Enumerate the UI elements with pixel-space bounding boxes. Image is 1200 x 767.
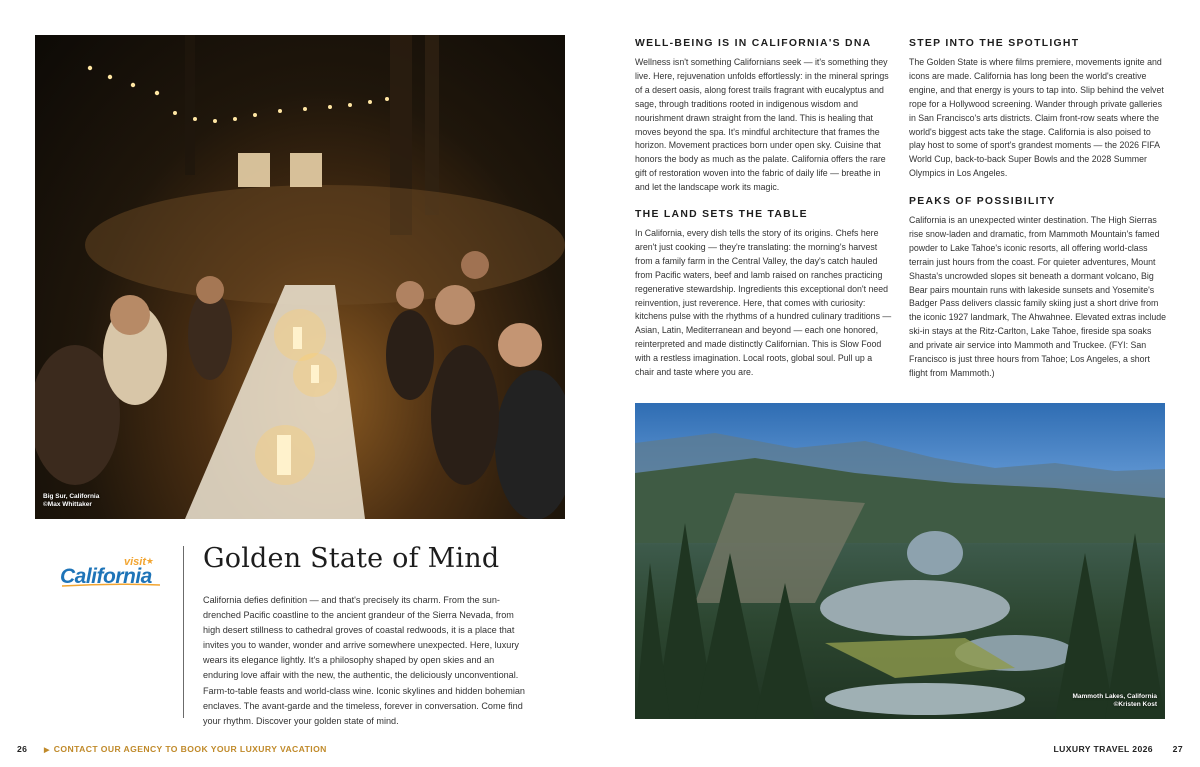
page-number-left: 26 — [17, 744, 28, 754]
contact-agency-text: CONTACT OUR AGENCY TO BOOK YOUR LUXURY VACATION — [53, 744, 327, 754]
section-spotlight — [909, 38, 1167, 181]
section-body: Wellness isn't something Californians seek — it's something they live. Here, rejuvenation unfolds effortlessly: in the mineral springs of a desert oasis, along forest trails fragrant with eucalyptus and sage, through traditions rooted in indigenous wisdom and nourishment drawn straight from the land. This is healing that moves beyond the spa. It's mindful architecture that frames the horizon. Movement practices born under open sky. Cuisine that honors the body as much as the palate. California offers the rare gift of restoration woven into the fabric of daily life — breathe in and let the landscape work its magic. — [635, 57, 889, 193]
visit-california-logo — [58, 556, 160, 588]
section-body: California is an unexpected winter destination. The High Sierras rise snow-laden and dramatic, from Mammoth Mountain's famed powder to Lake Tahoe's iconic resorts, all offering world-class terrain just hours from the coast. For quieter adventures, Mount Shasta's uncrowded slopes sit beneath a dormant volcano, Big Bear pairs mountain runs with lakeside sunsets and Yosemite's Badger Pass delivers classic family skiing just a short drive from the iconic 1927 landmark, The Ahwahnee. Elevated extras include ski-in stays at the Ritz-Carlton, Lake Tahoe, fireside spa soaks and private air service into Mammoth and Truckee. (FYI: San Francisco is just three hours from Tahoe; Los Angeles, a short flight from Mammoth.) — [909, 215, 1167, 378]
section-body: In California, every dish tells the story of its origins. Chefs here aren't just cooking — they're translating: the morning's harvest from a family farm in the Central Valley, the day's catch hauled from Pacific waters, beef and lamb raised on ranches practicing regenerative stewardship. Ingredients this exceptional don't need reinvention, just reverence. Here, that comes with curiosity: kitchens pulse with the rhythms of a hundred culinary traditions — Asian, Latin, Mediterranean and beyond — each one honored, reinterpreted and made distinctly Californian. This is Slow Food with a restless imagination. Local roots, global soul. Pull up a chair and taste where you are. — [635, 228, 892, 378]
photo-credit — [1072, 693, 1157, 709]
section-heading: STEP INTO THE SPOTLIGHT — [909, 38, 1080, 49]
section-peaks — [909, 196, 1167, 381]
divider-rule — [183, 546, 184, 718]
logo-wordmark: California — [60, 565, 152, 588]
page-number-right: 27 — [1172, 744, 1183, 754]
lakes-scene — [635, 403, 1165, 719]
feature-headline: Golden State of Mind — [203, 543, 500, 574]
section-heading: PEAKS OF POSSIBILITY — [909, 196, 1056, 207]
section-heading: WELL-BEING IS IN CALIFORNIA'S DNA — [635, 38, 872, 49]
photo-mammoth-lakes — [635, 403, 1165, 719]
section-land-table — [635, 209, 893, 380]
logo-visit-text: visit — [123, 556, 146, 568]
contact-agency-link[interactable] — [44, 744, 327, 754]
section-wellbeing — [635, 38, 893, 195]
photo-credit-photographer: ©Kristen Kost — [1113, 701, 1157, 708]
dinner-scene — [35, 35, 565, 519]
section-body: The Golden State is where films premiere, movements ignite and icons are made. California has long been the world's creative engine, and that energy is yours to tap into. Slip behind the velvet rope for a Hollywood screening. Wander through private galleries in San Francisco's arts districts. Claim front-row seats where the world's biggest acts take the stage. California is also poised to play host to some of sport's grandest moments — the 2026 FIFA World Cup, back-to-back Super Bowls and the 2028 Summer Olympics in Los Angeles. — [909, 57, 1164, 179]
photo-credit-location: Mammoth Lakes, California — [1072, 693, 1157, 700]
swoosh-icon — [62, 583, 160, 587]
star-icon: ★ — [145, 556, 154, 566]
photo-big-sur-dinner — [35, 35, 565, 519]
photo-credit-photographer: ©Max Whittaker — [43, 501, 92, 508]
photo-credit — [43, 493, 99, 509]
photo-credit-location: Big Sur, California — [43, 493, 100, 500]
magazine-title: LUXURY TRAVEL 2026 — [1053, 744, 1153, 754]
triangle-right-icon: ▶ — [44, 747, 50, 754]
feature-intro: California defies definition — and that's precisely its charm. From the sun-drenched Pacific coastline to the ancient grandeur of the Sierra Nevada, from high desert stillness to cathedral groves of coastal redwoods, it is a place that invites you to wander, wonder and arrive somewhere unexpected. Here, luxury wears its elegance lightly. It's a philosophy shaped by open skies and an enduring love affair with the new, the authentic, the deliciously unconventional. Farm-to-table feasts and world-class wine. Iconic skylines and hidden bohemian enclaves. The avant-garde and the timeless, forever in conversation. Come find your rhythm. Discover your golden state of mind. — [203, 595, 525, 726]
section-heading: THE LAND SETS THE TABLE — [635, 209, 808, 220]
